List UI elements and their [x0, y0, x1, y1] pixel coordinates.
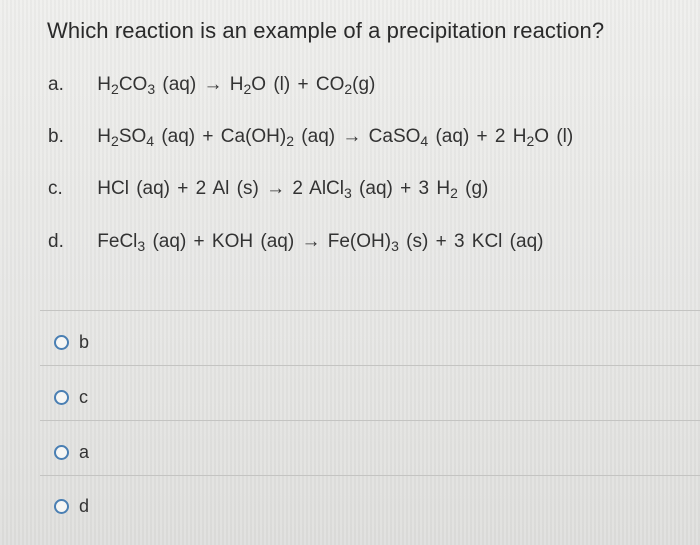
divider [40, 310, 700, 311]
choice-d [48, 231, 543, 253]
choice-equation: FeCl$_3$ (aq) + KOH $(aq) \to Fe(OH)_3$ (s) + 3 KCl (aq) [97, 231, 544, 254]
divider [40, 365, 700, 366]
option-label: a [79, 441, 90, 462]
radio-button[interactable] [54, 499, 69, 514]
radio-button[interactable] [54, 390, 69, 405]
option-a[interactable] [54, 440, 89, 464]
choice-letter: c. [48, 178, 63, 199]
choice-letter: d. [48, 231, 64, 252]
choice-a [48, 74, 375, 96]
option-c[interactable] [54, 385, 88, 409]
choice-equation: HCl (aq) + 2 Al (s) → 2 AlCl$_3$ (aq) + 3 $H_2$ (g) [97, 178, 489, 201]
choice-equation: $H_2CO_3$ $(aq) \to H_2O$ $(l) + CO_2(g)$ [97, 74, 376, 97]
divider [40, 420, 700, 421]
radio-button[interactable] [54, 335, 69, 350]
radio-button[interactable] [54, 445, 69, 460]
option-b[interactable] [54, 330, 89, 354]
choice-c [48, 178, 488, 200]
option-label: b [79, 331, 90, 352]
divider [40, 475, 700, 476]
option-label: d [79, 495, 90, 516]
question-text: Which reaction is an example of a precipitation reaction? [47, 18, 605, 43]
choice-letter: b. [48, 126, 64, 147]
choice-equation: $H_2SO_4$ $(aq) + Ca(OH)_2$ (aq) → CaSO$_4$ (aq) + 2 $H_2O$ (l) [97, 126, 574, 149]
option-label: c [79, 386, 88, 407]
choice-b [48, 126, 573, 148]
option-d[interactable] [54, 494, 89, 518]
choice-letter: a. [48, 74, 64, 95]
